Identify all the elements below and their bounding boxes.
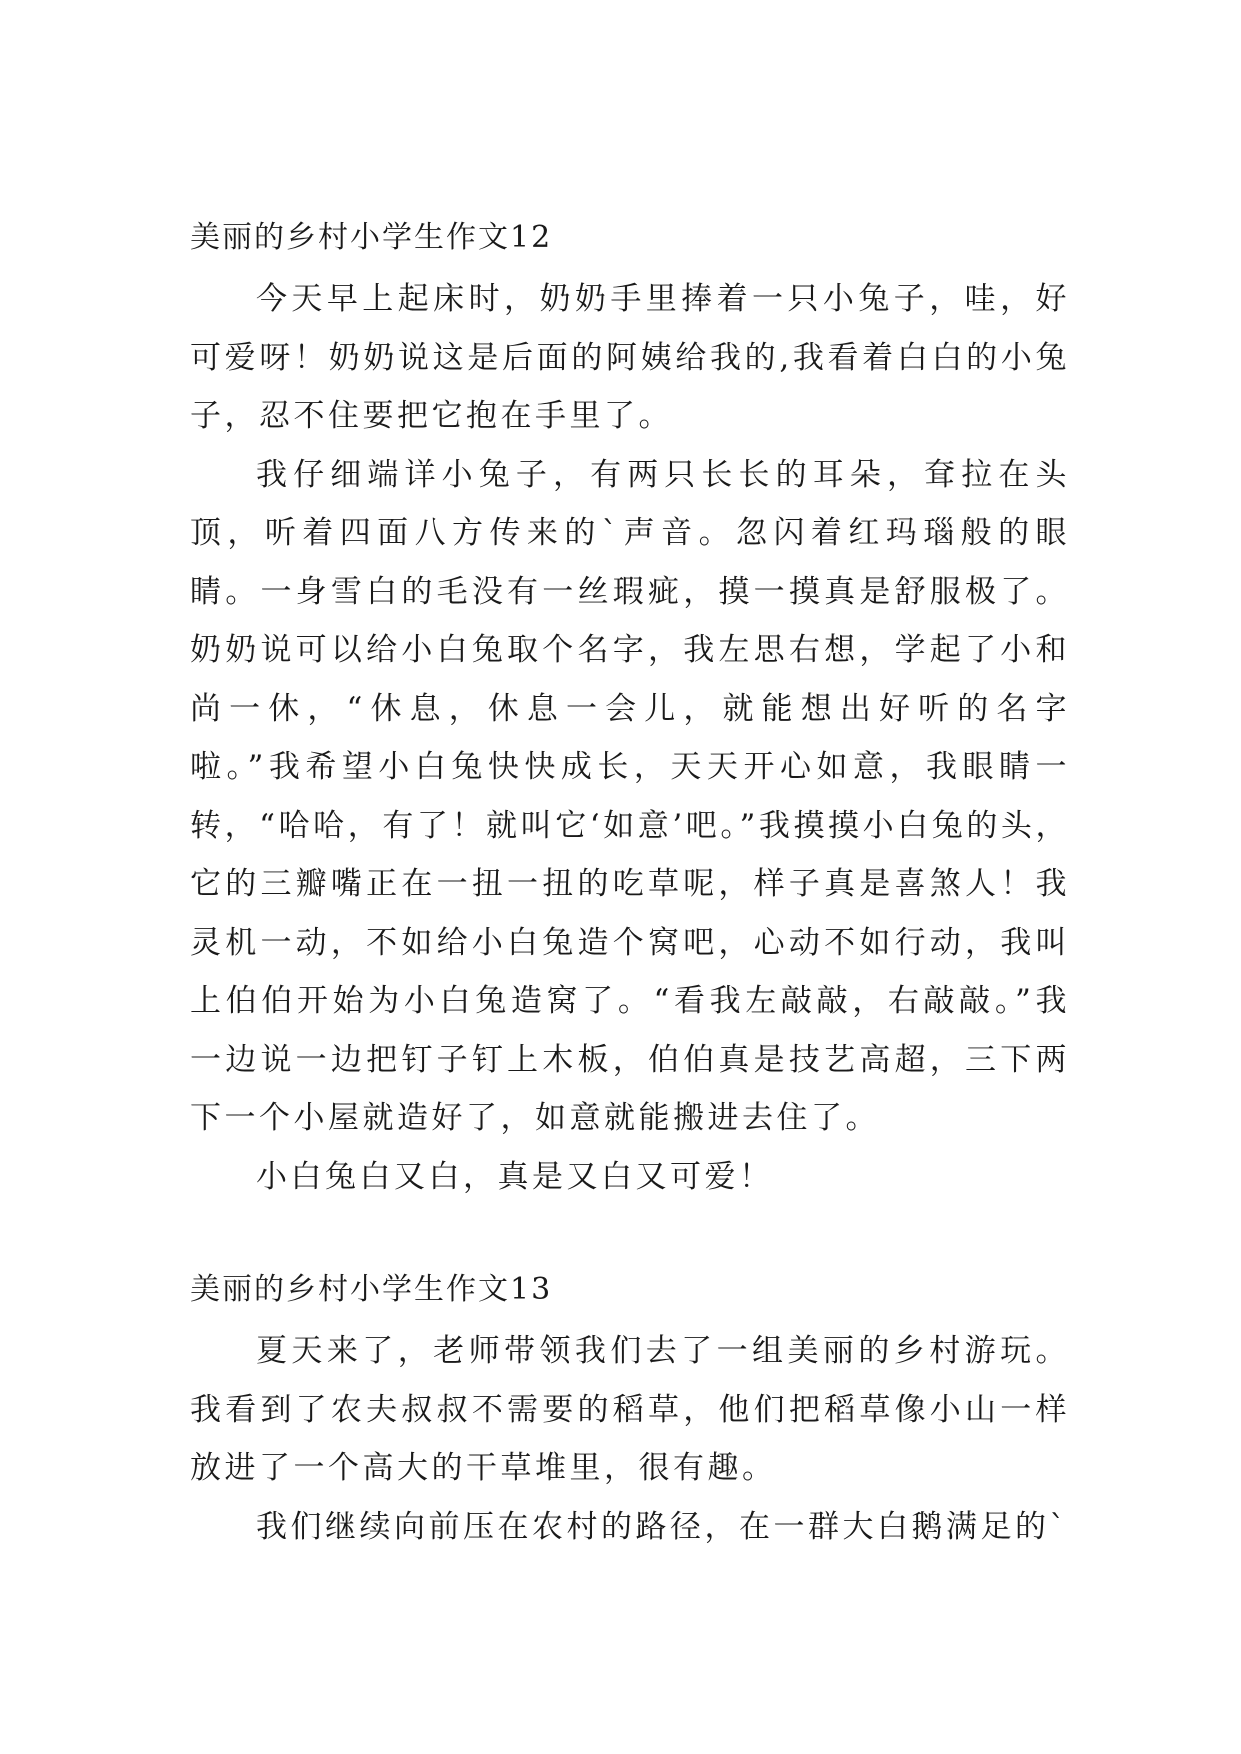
document-body bbox=[190, 218, 1070, 1556]
paragraph: 小白兔白又白，真是又白又可爱！ bbox=[256, 1158, 774, 1195]
paragraph: 我们继续向前压在农村的路径，在一群大白鹅满足的` bbox=[256, 1508, 1069, 1545]
paragraph: 夏天来了，老师带领我们去了一组美丽的乡村游玩。我看到了农夫叔叔不需要的稻草，他们把稻草像小山一样放进了一个高大的干草堆里，很有趣。 bbox=[190, 1333, 1070, 1486]
paragraph: 今天早上起床时，奶奶手里捧着一只小兔子，哇，好可爱呀！奶奶说这是后面的阿姨给我的,我看着白白的小兔子，忍不住要把它抱在手里了。 bbox=[190, 281, 1070, 434]
section-title: 美丽的乡村小学生作文13 bbox=[190, 1272, 553, 1307]
spacer bbox=[190, 258, 1070, 270]
section-spacer bbox=[190, 1206, 1070, 1270]
paragraph: 我仔细端详小兔子，有两只长长的耳朵，耷拉在头顶，听着四面八方传来的`声音。忽闪着红玛瑙般的眼睛。一身雪白的毛没有一丝瑕疵，摸一摸真是舒服极了。奶奶说可以给小白兔取个名字，我左思右想，学起了小和尚一休，“休息，休息一会儿，就能想出好听的名字啦。”我希望小白兔快快成长，天天开心如意，我眼睛一转，“哈哈，有了！就叫它‘如意’吧。”我摸摸小白兔的头，它的三瓣嘴正在一扭一扭的吃草呢，样子真是喜煞人！我灵机一动，不如给小白兔造个窝吧，心动不如行动，我叫上伯伯开始为小白兔造窝了。“看我左敲敲，右敲敲。”我一边说一边把钉子钉上木板，伯伯真是技艺高超，三下两下一个小屋就造好了，如意就能搬进去住了。 bbox=[190, 456, 1070, 1136]
spacer bbox=[190, 1310, 1070, 1322]
section-title: 美丽的乡村小学生作文12 bbox=[190, 220, 553, 255]
